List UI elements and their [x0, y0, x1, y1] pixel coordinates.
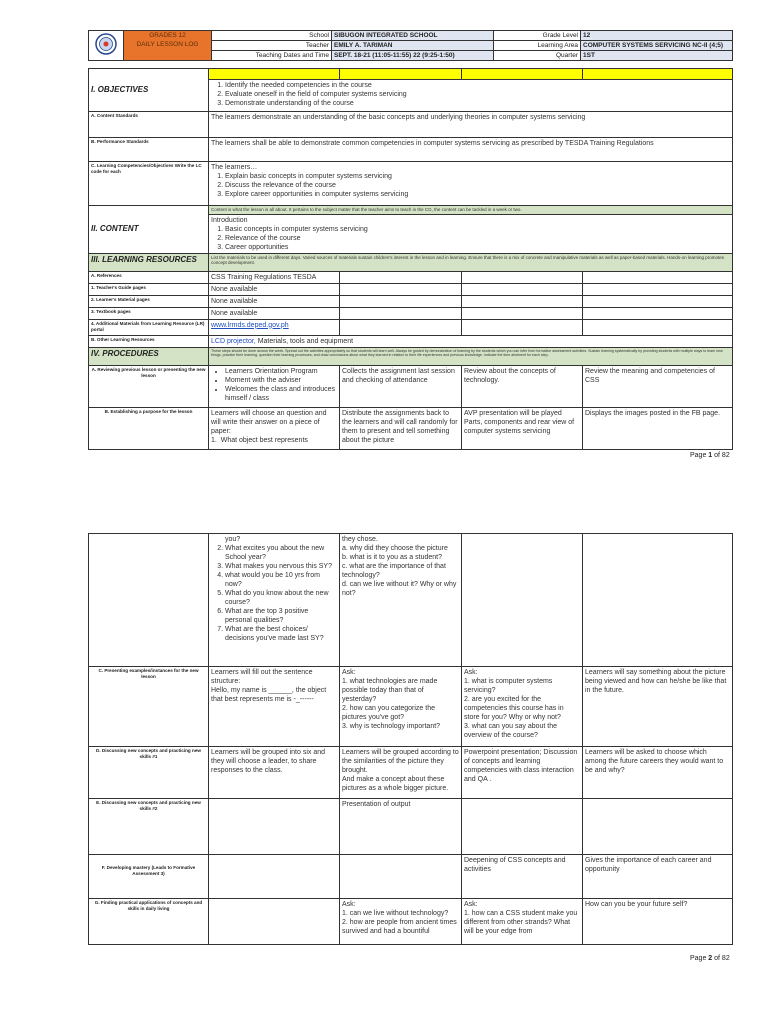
text-line: Ask: — [464, 901, 478, 908]
objective-item: 2. Evaluate oneself in the field of computer systems servicing — [225, 90, 730, 99]
yellow-cell — [583, 69, 733, 80]
competencies-label: C. Learning Competencies/Objectives Write the LC code for each — [89, 162, 209, 206]
empty-cell — [583, 307, 733, 319]
step-d-col2 — [340, 747, 462, 799]
other-resources-text: Materials, tools and equipment — [255, 337, 354, 345]
objectives-list-cell — [209, 80, 733, 112]
quarter-value: 1ST — [581, 51, 733, 61]
step-a-list — [225, 367, 337, 403]
competency-item: 2. Discuss the relevance of the course — [225, 181, 730, 190]
page-current: 2 — [708, 955, 713, 962]
text-line: 1. what technologies are made possible today than that of yesterday? — [342, 678, 438, 703]
text-line: 1. how can a CSS student make you different from other strands? What will be your edge from — [464, 910, 578, 935]
school-label: School — [212, 31, 332, 41]
competencies-cell — [209, 162, 733, 206]
procedures-note: These steps should be done across the week. Spread out the activities appropriately so that students will learn well. Always be guided by demonstration of learning by the students which you can infer from formative assessment activities. Sustain learning systematically by providing students with multiple ways to learn new things, practice their learning, question their learning processes, and draw conclusions about what they learned in relation to their life experiences and previous knowledge. Indicate the time allotment for each step. — [209, 347, 733, 365]
lcd-projector-text: LCD projector, — [211, 337, 256, 345]
content-item: 2. Relevance of the course — [225, 234, 730, 243]
lesson-table-page2 — [88, 533, 733, 945]
procedures-heading: IV. PROCEDURES — [89, 347, 209, 365]
step-g-col4: How can you be your future self? — [583, 899, 733, 945]
content-item: 1. Basic concepts in computer systems servicing — [225, 225, 730, 234]
step-c-col1 — [209, 667, 340, 747]
text-line: c. what are the importance of that technology? — [342, 563, 446, 579]
objective-item: 1. Identify the needed competencies in the course — [225, 81, 730, 90]
header-table — [88, 30, 733, 61]
performance-standards-label: B. Performance Standards — [89, 138, 209, 162]
empty-cell — [340, 319, 462, 335]
step-b-col4: Displays the images posted in the FB page. — [583, 407, 733, 449]
content-item: 3. Career opportunities — [225, 243, 730, 252]
content-standards-label: A. Content Standards — [89, 112, 209, 138]
grade-value: 12 — [581, 31, 733, 41]
step-b-cont-item: 3. What makes you nervous this SY? — [225, 562, 337, 571]
empty-cell — [462, 283, 583, 295]
step-b-cont-col1 — [209, 534, 340, 667]
step-d-label: D. Discussing new concepts and practicing new skills #1 — [89, 747, 209, 799]
text-line: 2. how can you categorize the pictures you've got? — [342, 705, 436, 721]
resources-heading: III. LEARNING RESOURCES — [89, 253, 209, 271]
step-c-col4: Learners will say something about the picture being viewed and how can he/she be like that in the future. — [583, 667, 733, 747]
step-a-col1 — [209, 365, 340, 407]
text-line: 2. are you excited for the competencies this course has in store for you? Why or why not? — [464, 696, 564, 721]
text-line: Learners will fill out the sentence structure: — [211, 669, 313, 685]
empty-cell — [583, 295, 733, 307]
grade-label: Grade Level — [494, 31, 581, 41]
lesson-table-page1 — [88, 68, 733, 450]
competency-item: 3. Explore career opportunities in computer systems servicing — [225, 190, 730, 199]
text-line: 1. can we live without technology? — [342, 910, 449, 917]
learners-material-value: None available — [209, 295, 340, 307]
step-g-label: G. Finding practical applications of concepts and skills in daily living — [89, 899, 209, 945]
objectives-heading: I. OBJECTIVES — [89, 69, 209, 112]
text-line: Hello, my name is ______, the object that best represents me is -_------ — [211, 687, 327, 703]
step-f-col3: Deepening of CSS concepts and activities — [462, 855, 583, 899]
area-label: Learning Area — [494, 41, 581, 51]
step-f-label: F. Developing mastery (Leads to Formative Assessment 3) — [89, 855, 209, 899]
step-e-label: E. Discussing new concepts and practicing new skills #2 — [89, 799, 209, 855]
text-line: 3. why is technology important? — [342, 723, 441, 730]
content-standards: The learners demonstrate an understanding of the basic concepts and underlying theories in computer systems servicing — [209, 112, 733, 138]
page-number-2 — [690, 955, 730, 962]
text-line: Learners will be grouped according to the similarities of the picture they brought. — [342, 749, 459, 774]
empty-cell — [462, 799, 583, 855]
step-a-label: A. Reviewing previous lesson or presenting the new lesson — [89, 365, 209, 407]
empty-cell — [209, 799, 340, 855]
content-intro: Introduction — [211, 216, 248, 224]
other-resources-label: B. Other Learning Resources — [89, 335, 209, 347]
page-current: 1 — [708, 452, 713, 459]
step-d-col1: Learners will be grouped into six and they will choose a leader, to share responses to the class. — [209, 747, 340, 799]
text-line: Ask: — [464, 669, 478, 676]
teacher-value: EMILY A. TARIMAN — [332, 41, 494, 51]
banner-line-1: GRADES 12 — [149, 32, 186, 39]
content-note: Content is what the lesson is all about. It pertains to the subject matter that the teacher aims to teach in the CG, the content can be tackled in a week or two. — [209, 206, 733, 215]
empty-cell — [583, 319, 733, 335]
references-value: CSS Training Regulations TESDA — [209, 271, 340, 283]
resources-note: List the materials to be used in different days. Varied sources of materials sustain children's interest in the lesson and in learning. Ensure that there is a mix of concrete and manipulative materials as well as paper-based materials. Hands-on learning promotes concept development. — [209, 253, 733, 271]
step-b-col1 — [209, 407, 340, 449]
step-b-text: Learners will choose an question and will write their answer on a piece of paper: — [211, 409, 327, 435]
step-f-col4: Gives the importance of each career and opportunity — [583, 855, 733, 899]
step-g-col3 — [462, 899, 583, 945]
other-resources-cell — [209, 335, 733, 347]
step-b-col3: AVP presentation will be played Parts, components and rear view of computer systems servicing — [462, 407, 583, 449]
text-line: they chose. — [342, 536, 378, 543]
content-list — [225, 225, 730, 252]
references-label: A. References — [89, 271, 209, 283]
performance-standards: The learners shall be able to demonstrate common competencies in computer systems servicing as prescribed by TESDA Training Regulations — [209, 138, 733, 162]
learners-material-label: 2. Learner's Material pages — [89, 295, 209, 307]
competencies-intro: The learners… — [211, 164, 258, 171]
dates-value: SEPT. 18-21 (11:05-11:55) 22 (9:25-1:50) — [332, 51, 494, 61]
lr-portal-cell — [209, 319, 340, 335]
step-b-label: B. Establishing a purpose for the lesson — [89, 407, 209, 449]
text-line: Ask: — [342, 669, 356, 676]
empty-cell — [462, 319, 583, 335]
empty-cell — [340, 271, 462, 283]
textbook-label: 3. Textbook pages — [89, 307, 209, 319]
orange-banner — [124, 31, 212, 61]
area-value: COMPUTER SYSTEMS SERVICING NC-II (4;5) — [581, 41, 733, 51]
content-cell — [209, 214, 733, 253]
teachers-guide-label: 1. Teacher's Guide pages — [89, 283, 209, 295]
step-b-item-text: What object best represents — [220, 436, 308, 444]
yellow-cell — [462, 69, 583, 80]
deped-seal — [89, 31, 124, 61]
text-line: 1. what is computer systems servicing? — [464, 678, 553, 694]
step-b-cont-item: 4. what would you be 10 yrs from now? — [225, 571, 337, 589]
text-line: And make a concept about these pictures as a whole bigger picture. — [342, 776, 449, 792]
step-a-item: • Moment with the adviser — [225, 376, 337, 385]
page-total: of 82 — [712, 452, 730, 459]
step-b-cont-col2 — [340, 534, 462, 667]
step-d-col3: Powerpoint presentation; Discussion of concepts and learning competencies with class interaction and QA . — [462, 747, 583, 799]
text-line: a. why did they choose the picture — [342, 545, 448, 552]
teacher-label: Teacher — [212, 41, 332, 51]
lr-portal-label: 4. Additional Materials from Learning Resource (LR) portal — [89, 319, 209, 335]
step-b-cont-item: 6. What are the top 3 positive personal qualities? — [225, 607, 337, 625]
step-b-col2: Distribute the assignments back to the learners and will call randomly for them to present and tell something about the picture — [340, 407, 462, 449]
text-line: Ask: — [342, 901, 356, 908]
content-heading: II. CONTENT — [89, 206, 209, 254]
empty-cell — [583, 283, 733, 295]
empty-cell — [462, 534, 583, 667]
empty-cell — [209, 855, 340, 899]
text-line: 2. how are people from ancient times survived and had a bountiful — [342, 919, 457, 935]
step-a-col3: Review about the concepts of technology. — [462, 365, 583, 407]
page-label: Page — [690, 955, 709, 962]
empty-cell — [462, 295, 583, 307]
empty-cell — [209, 899, 340, 945]
textbook-value: None available — [209, 307, 340, 319]
text-line: d. can we live without it? Why or why not? — [342, 581, 457, 597]
seal-icon — [95, 33, 117, 55]
step-a-item: • Welcomes the class and introduces himself / class — [225, 385, 337, 403]
banner-line-2: DAILY LESSON LOG — [136, 41, 199, 48]
step-c-col3 — [462, 667, 583, 747]
competency-item: 1. Explain basic concepts in computer systems servicing — [225, 172, 730, 181]
page-number-1 — [690, 452, 730, 459]
empty-cell — [89, 534, 209, 667]
empty-cell — [340, 307, 462, 319]
step-b-cont-first: you? — [225, 536, 241, 543]
empty-cell — [583, 799, 733, 855]
teachers-guide-value: None available — [209, 283, 340, 295]
step-b-item: 1. What object best represents — [211, 436, 308, 444]
objectives-list — [225, 81, 730, 108]
text-line: b. what is it to you as a student? — [342, 554, 443, 561]
dates-label: Teaching Dates and Time — [212, 51, 332, 61]
step-b-cont-list — [225, 544, 337, 643]
objective-item: 3. Demonstrate understanding of the course — [225, 99, 730, 108]
step-g-col2 — [340, 899, 462, 945]
empty-cell — [340, 283, 462, 295]
step-a-item: • Learners Orientation Program — [225, 367, 337, 376]
step-b-cont-item: 5. What do you know about the new course? — [225, 589, 337, 607]
yellow-cell — [209, 69, 340, 80]
lr-portal-link[interactable]: www.lrmds.deped.gov.ph — [211, 321, 289, 329]
page-total: of 82 — [712, 955, 730, 962]
text-line: 3. what can you say about the overview of the course? — [464, 723, 558, 739]
step-c-label: C. Presenting examples/instances for the new lesson — [89, 667, 209, 747]
step-a-col2: Collects the assignment last session and checking of attendance — [340, 365, 462, 407]
empty-cell — [462, 271, 583, 283]
school-value: SIBUGON INTEGRATED SCHOOL — [332, 31, 494, 41]
empty-cell — [462, 307, 583, 319]
step-b-cont-item: 2. What excites you about the new School year? — [225, 544, 337, 562]
competencies-list — [225, 172, 730, 199]
step-e-col2: Presentation of output — [340, 799, 462, 855]
empty-cell — [583, 534, 733, 667]
empty-cell — [340, 855, 462, 899]
quarter-label: Quarter — [494, 51, 581, 61]
step-a-col4: Review the meaning and competencies of CSS — [583, 365, 733, 407]
yellow-cell — [340, 69, 462, 80]
step-d-col4: Learners will be asked to choose which among the future careers they would want to be and why? — [583, 747, 733, 799]
empty-cell — [583, 271, 733, 283]
step-b-cont-item: 7. What are the best choices/ decisions you've made last SY? — [225, 625, 337, 643]
page-label: Page — [690, 452, 709, 459]
step-c-col2 — [340, 667, 462, 747]
empty-cell — [340, 295, 462, 307]
